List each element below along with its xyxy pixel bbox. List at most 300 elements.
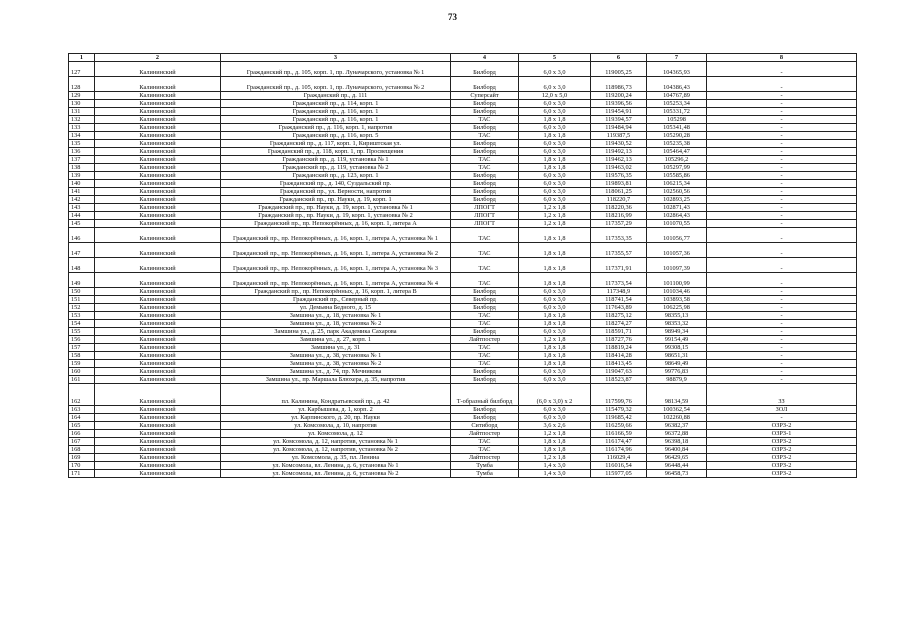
coord-x: 119396,56 — [591, 100, 647, 108]
row-number: 143 — [69, 204, 95, 212]
zone: ОЗРЗ-2 — [707, 454, 857, 462]
coord-y: 105331,72 — [647, 108, 707, 116]
district: Калининский — [95, 62, 221, 77]
row-number: 144 — [69, 212, 95, 220]
address: Гражданский пр., д. 116, корп. 1, напротив — [221, 124, 451, 132]
address: Гражданский пр., д. 119, установка № 1 — [221, 156, 451, 164]
coord-y: 105585,86 — [647, 172, 707, 180]
size: 6,0 х 3,0 — [519, 376, 591, 384]
district: Калининский — [95, 220, 221, 228]
coord-x: 119047,63 — [591, 368, 647, 376]
table-row — [69, 140, 857, 148]
size: 3,6 х 2,6 — [519, 422, 591, 430]
size: 12,0 х 5,0 — [519, 92, 591, 100]
size: 6,0 х 3,0 — [519, 140, 591, 148]
district: Калининский — [95, 446, 221, 454]
size: 6,0 х 3,0 — [519, 196, 591, 204]
row-number: 129 — [69, 92, 95, 100]
structure-type: Билборд — [451, 368, 519, 376]
table-row — [69, 164, 857, 172]
coord-y: 101056,77 — [647, 228, 707, 243]
size: 1,2 х 1,8 — [519, 336, 591, 344]
zone: - — [707, 288, 857, 296]
coord-x: 117373,54 — [591, 273, 647, 288]
coord-y: 98134,59 — [647, 384, 707, 406]
coord-x: 117355,57 — [591, 243, 647, 258]
coord-x: 117371,91 — [591, 258, 647, 273]
address: Гражданский пр., ул. Верности, напротив — [221, 188, 451, 196]
coord-x: 119454,91 — [591, 108, 647, 116]
zone: - — [707, 62, 857, 77]
structure-type: ТАС — [451, 164, 519, 172]
zone: - — [707, 164, 857, 172]
zone: - — [707, 336, 857, 344]
structure-type: Билборд — [451, 328, 519, 336]
column-header: 6 — [591, 54, 647, 62]
row-number: 142 — [69, 196, 95, 204]
zone: - — [707, 352, 857, 360]
zone: - — [707, 320, 857, 328]
address: Гражданский пр., д. 119, установка № 2 — [221, 164, 451, 172]
zone: - — [707, 368, 857, 376]
row-number: 138 — [69, 164, 95, 172]
district: Калининский — [95, 140, 221, 148]
coord-x: 117643,89 — [591, 304, 647, 312]
district: Калининский — [95, 462, 221, 470]
table-row — [69, 446, 857, 454]
structure-type: ТАС — [451, 116, 519, 124]
coord-x: 118414,28 — [591, 352, 647, 360]
address: Гражданский пр., д. 105, корп. 1, пр. Луначарского, установка № 2 — [221, 77, 451, 92]
row-number: 169 — [69, 454, 95, 462]
size: 1,8 х 1,8 — [519, 132, 591, 140]
coord-y: 104767,89 — [647, 92, 707, 100]
address: пл. Калинина, Кондратьевский пр., д. 42 — [221, 384, 451, 406]
district: Калининский — [95, 470, 221, 478]
size: 6,0 х 3,0 — [519, 328, 591, 336]
district: Калининский — [95, 422, 221, 430]
address: Замшина ул., д. 18, установка № 2 — [221, 320, 451, 328]
row-number: 160 — [69, 368, 95, 376]
coord-x: 118061,25 — [591, 188, 647, 196]
zone: - — [707, 220, 857, 228]
structure-type: ТАС — [451, 312, 519, 320]
structure-type: Лайтпостер — [451, 454, 519, 462]
structure-type: ЛПОГТ — [451, 212, 519, 220]
address: ул. Комсомола, д. 10, напротив — [221, 422, 451, 430]
table-row — [69, 470, 857, 478]
district: Калининский — [95, 328, 221, 336]
coord-y: 101034,46 — [647, 288, 707, 296]
zone: - — [707, 100, 857, 108]
district: Калининский — [95, 108, 221, 116]
zone: - — [707, 376, 857, 384]
district: Калининский — [95, 116, 221, 124]
coord-y: 101097,39 — [647, 258, 707, 273]
structure-type: ТАС — [451, 438, 519, 446]
size: 1,4 х 3,0 — [519, 470, 591, 478]
table-row — [69, 454, 857, 462]
coord-y: 105341,48 — [647, 124, 707, 132]
address: ул. Комсомола, д. 12, напротив, установка № 1 — [221, 438, 451, 446]
structure-type: ЛПОГТ — [451, 204, 519, 212]
district: Калининский — [95, 304, 221, 312]
row-number: 134 — [69, 132, 95, 140]
size: 6,0 х 3,0 — [519, 368, 591, 376]
coord-x: 119462,13 — [591, 156, 647, 164]
zone: ЗЗ — [707, 384, 857, 406]
coord-x: 119492,13 — [591, 148, 647, 156]
row-number: 128 — [69, 77, 95, 92]
coord-x: 118727,76 — [591, 336, 647, 344]
coord-y: 98355,13 — [647, 312, 707, 320]
table-row — [69, 132, 857, 140]
district: Калининский — [95, 228, 221, 243]
table-row — [69, 180, 857, 188]
structure-type: Билборд — [451, 172, 519, 180]
table-row — [69, 196, 857, 204]
district: Калининский — [95, 204, 221, 212]
coord-y: 98649,49 — [647, 360, 707, 368]
coord-x: 118986,73 — [591, 77, 647, 92]
size: 6,0 х 3,0 — [519, 108, 591, 116]
table-row — [69, 376, 857, 384]
table-row — [69, 368, 857, 376]
district: Калининский — [95, 124, 221, 132]
coord-x: 119394,57 — [591, 116, 647, 124]
district: Калининский — [95, 438, 221, 446]
row-number: 135 — [69, 140, 95, 148]
district: Калининский — [95, 320, 221, 328]
structure-type: Билборд — [451, 108, 519, 116]
row-number: 148 — [69, 258, 95, 273]
row-number: 150 — [69, 288, 95, 296]
column-header: 3 — [221, 54, 451, 62]
address: Замшина ул., д. 31 — [221, 344, 451, 352]
coord-x: 116174,96 — [591, 446, 647, 454]
district: Калининский — [95, 384, 221, 406]
table-row — [69, 228, 857, 243]
size: 6,0 х 3,0 — [519, 414, 591, 422]
structure-type: Билборд — [451, 180, 519, 188]
zone: - — [707, 312, 857, 320]
coord-y: 105298 — [647, 116, 707, 124]
structure-type: ТАС — [451, 258, 519, 273]
coord-x: 118274,27 — [591, 320, 647, 328]
row-number: 131 — [69, 108, 95, 116]
address: Замшина ул., д. 38, установка № 2 — [221, 360, 451, 368]
row-number: 127 — [69, 62, 95, 77]
structure-type: ТАС — [451, 320, 519, 328]
structure-type: Билборд — [451, 188, 519, 196]
size: 1,2 х 1,8 — [519, 454, 591, 462]
column-header: 2 — [95, 54, 221, 62]
table-row — [69, 320, 857, 328]
structure-type: ТАС — [451, 156, 519, 164]
column-header: 5 — [519, 54, 591, 62]
structure-type: Билборд — [451, 77, 519, 92]
address: ул. Комсомола, вл. Ленина, д. 6, установка № 2 — [221, 470, 451, 478]
table-row — [69, 156, 857, 164]
coord-y: 105464,47 — [647, 148, 707, 156]
coord-x: 119430,52 — [591, 140, 647, 148]
zone: - — [707, 156, 857, 164]
district: Калининский — [95, 368, 221, 376]
district: Калининский — [95, 132, 221, 140]
row-number: 133 — [69, 124, 95, 132]
table-row — [69, 438, 857, 446]
address: Гражданский пр., пр. Непокорённых, д. 16, корп. 1, литера А, установка № 3 — [221, 258, 451, 273]
table-row — [69, 116, 857, 124]
table-row — [69, 352, 857, 360]
coord-y: 106225,98 — [647, 304, 707, 312]
coord-x: 119005,25 — [591, 62, 647, 77]
size: 1,8 х 1,8 — [519, 156, 591, 164]
zone: ОЗРЗ-2 — [707, 462, 857, 470]
coord-x: 117599,76 — [591, 384, 647, 406]
structure-type: Суперсайт — [451, 92, 519, 100]
zone: - — [707, 204, 857, 212]
structure-type: ТАС — [451, 132, 519, 140]
row-number: 130 — [69, 100, 95, 108]
coord-y: 102864,43 — [647, 212, 707, 220]
zone: - — [707, 148, 857, 156]
address: Гражданский пр., пр. Непокорённых, д. 16, корп. 1, литера А, установка № 2 — [221, 243, 451, 258]
table-row — [69, 212, 857, 220]
zone: - — [707, 77, 857, 92]
row-number: 159 — [69, 360, 95, 368]
coord-x: 119576,35 — [591, 172, 647, 180]
row-number: 158 — [69, 352, 95, 360]
coord-x: 118275,12 — [591, 312, 647, 320]
address: Гражданский пр., д. 114, корп. 1 — [221, 100, 451, 108]
structure-type: ТАС — [451, 273, 519, 288]
zone: - — [707, 116, 857, 124]
size: 1,8 х 1,8 — [519, 312, 591, 320]
district: Калининский — [95, 352, 221, 360]
zone: - — [707, 188, 857, 196]
structure-type: Тумба — [451, 470, 519, 478]
zone: - — [707, 196, 857, 204]
coord-y: 101057,36 — [647, 243, 707, 258]
address: ул. Карпинского, д. 20, пр. Науки — [221, 414, 451, 422]
size: 6,0 х 3,0 — [519, 100, 591, 108]
row-number: 149 — [69, 273, 95, 288]
district: Калининский — [95, 454, 221, 462]
zone: - — [707, 344, 857, 352]
coord-y: 104365,93 — [647, 62, 707, 77]
coord-y: 98949,34 — [647, 328, 707, 336]
district: Калининский — [95, 196, 221, 204]
row-number: 156 — [69, 336, 95, 344]
row-number: 170 — [69, 462, 95, 470]
row-number: 166 — [69, 430, 95, 438]
size: 1,4 х 3,0 — [519, 462, 591, 470]
size: 1,8 х 1,8 — [519, 438, 591, 446]
size: (6,0 х 3,0) х 2 — [519, 384, 591, 406]
size: 1,8 х 1,8 — [519, 446, 591, 454]
size: 1,8 х 1,8 — [519, 116, 591, 124]
size: 6,0 х 3,0 — [519, 304, 591, 312]
coord-y: 101070,55 — [647, 220, 707, 228]
size: 1,8 х 1,8 — [519, 228, 591, 243]
address: Гражданский пр., пр. Непокорённых, д. 16, корп. 1, литера В — [221, 288, 451, 296]
coord-y: 98651,31 — [647, 352, 707, 360]
district: Калининский — [95, 296, 221, 304]
district: Калининский — [95, 258, 221, 273]
coord-x: 119463,02 — [591, 164, 647, 172]
row-number: 137 — [69, 156, 95, 164]
coord-y: 96429,65 — [647, 454, 707, 462]
address: Гражданский пр., пр. Науки, д. 19, корп. 1, установка № 2 — [221, 212, 451, 220]
district: Калининский — [95, 344, 221, 352]
coord-x: 117357,29 — [591, 220, 647, 228]
size: 1,8 х 1,8 — [519, 164, 591, 172]
row-number: 145 — [69, 220, 95, 228]
structure-type: Билборд — [451, 62, 519, 77]
table-row — [69, 430, 857, 438]
zone: - — [707, 360, 857, 368]
coord-y: 96398,18 — [647, 438, 707, 446]
structure-type: Билборд — [451, 288, 519, 296]
address: ул. Карбышева, д. 1, корп. 2 — [221, 406, 451, 414]
address: Гражданский пр., д. 116, корп. 1 — [221, 108, 451, 116]
size: 6,0 х 3,0 — [519, 180, 591, 188]
address: Гражданский пр., пр. Непокорённых, д. 16, корп. 1, литера А, установка № 1 — [221, 228, 451, 243]
coord-y: 100362,54 — [647, 406, 707, 414]
size: 1,2 х 1,8 — [519, 204, 591, 212]
address: Гражданский пр., пр. Науки, д. 19, корп. 1 — [221, 196, 451, 204]
coord-y: 98879,9 — [647, 376, 707, 384]
structure-type: ТАС — [451, 446, 519, 454]
coord-x: 115479,32 — [591, 406, 647, 414]
zone: ЗОЛ — [707, 406, 857, 414]
size: 6,0 х 3,0 — [519, 124, 591, 132]
row-number: 155 — [69, 328, 95, 336]
coord-y: 105297,99 — [647, 164, 707, 172]
coord-x: 118413,45 — [591, 360, 647, 368]
table-row — [69, 204, 857, 212]
zone: - — [707, 92, 857, 100]
structure-type: Билборд — [451, 414, 519, 422]
row-number: 163 — [69, 406, 95, 414]
coord-y: 96458,73 — [647, 470, 707, 478]
address: Гражданский пр., пр. Науки, д. 19, корп. 1, установка № 1 — [221, 204, 451, 212]
table-row — [69, 414, 857, 422]
coord-x: 118220,36 — [591, 204, 647, 212]
coord-x: 116174,47 — [591, 438, 647, 446]
district: Калининский — [95, 188, 221, 196]
district: Калининский — [95, 77, 221, 92]
district: Калининский — [95, 180, 221, 188]
address: Замшина ул., д. 38, установка № 1 — [221, 352, 451, 360]
advertising-structures-table — [68, 53, 857, 478]
address: Гражданский пр., д. 123, корп. 1 — [221, 172, 451, 180]
row-number: 136 — [69, 148, 95, 156]
coord-y: 99154,49 — [647, 336, 707, 344]
size: 6,0 х 3,0 — [519, 288, 591, 296]
address: ул. Комсомола, д. 12, напротив, установка № 2 — [221, 446, 451, 454]
address: Гражданский пр., Северный пр. — [221, 296, 451, 304]
address: Гражданский пр., д. 116, корп. 1 — [221, 116, 451, 124]
district: Калининский — [95, 156, 221, 164]
coord-y: 99776,83 — [647, 368, 707, 376]
coord-x: 116166,59 — [591, 430, 647, 438]
column-header: 4 — [451, 54, 519, 62]
address: Замшина ул., д. 25, парк Академика Сахарова — [221, 328, 451, 336]
structure-type: Билборд — [451, 296, 519, 304]
structure-type: Билборд — [451, 140, 519, 148]
structure-type: Лайтпостер — [451, 430, 519, 438]
table-row — [69, 422, 857, 430]
coord-y: 105253,34 — [647, 100, 707, 108]
table-row — [69, 304, 857, 312]
district: Калининский — [95, 288, 221, 296]
table-row — [69, 288, 857, 296]
district: Калининский — [95, 430, 221, 438]
structure-type: ЛПОГТ — [451, 220, 519, 228]
coord-x: 116029,4 — [591, 454, 647, 462]
size: 6,0 х 3,0 — [519, 77, 591, 92]
coord-x: 116259,66 — [591, 422, 647, 430]
structure-type: Билборд — [451, 100, 519, 108]
coord-y: 99308,15 — [647, 344, 707, 352]
district: Калининский — [95, 414, 221, 422]
table-row — [69, 328, 857, 336]
address: ул. Комсомола, д. 12 — [221, 430, 451, 438]
district: Калининский — [95, 100, 221, 108]
zone: - — [707, 108, 857, 116]
table-row — [69, 62, 857, 77]
row-number: 146 — [69, 228, 95, 243]
district: Калининский — [95, 312, 221, 320]
coord-x: 116016,54 — [591, 462, 647, 470]
size: 1,2 х 1,8 — [519, 220, 591, 228]
table-row — [69, 462, 857, 470]
coord-y: 103893,58 — [647, 296, 707, 304]
table-row — [69, 108, 857, 116]
address: Замшина ул., д. 27, корп. 1 — [221, 336, 451, 344]
coord-y: 104386,43 — [647, 77, 707, 92]
coord-y: 96400,84 — [647, 446, 707, 454]
table-row — [69, 188, 857, 196]
zone: - — [707, 258, 857, 273]
zone: - — [707, 212, 857, 220]
zone: ОЗРЗ-2 — [707, 470, 857, 478]
district: Калининский — [95, 406, 221, 414]
zone: - — [707, 140, 857, 148]
row-number: 152 — [69, 304, 95, 312]
table-row — [69, 100, 857, 108]
address: Гражданский пр., д. 117, корп. 1, Кириштская ул. — [221, 140, 451, 148]
zone: - — [707, 124, 857, 132]
zone: - — [707, 228, 857, 243]
table-row — [69, 384, 857, 406]
table-row — [69, 92, 857, 100]
structure-type: Ситиборд — [451, 422, 519, 430]
size: 6,0 х 3,0 — [519, 172, 591, 180]
district: Калининский — [95, 273, 221, 288]
size: 1,8 х 1,8 — [519, 258, 591, 273]
header-row — [69, 54, 857, 62]
row-number: 141 — [69, 188, 95, 196]
coord-y: 102560,56 — [647, 188, 707, 196]
structure-type: Билборд — [451, 304, 519, 312]
coord-x: 119200,24 — [591, 92, 647, 100]
table-row — [69, 243, 857, 258]
zone: - — [707, 243, 857, 258]
row-number: 147 — [69, 243, 95, 258]
